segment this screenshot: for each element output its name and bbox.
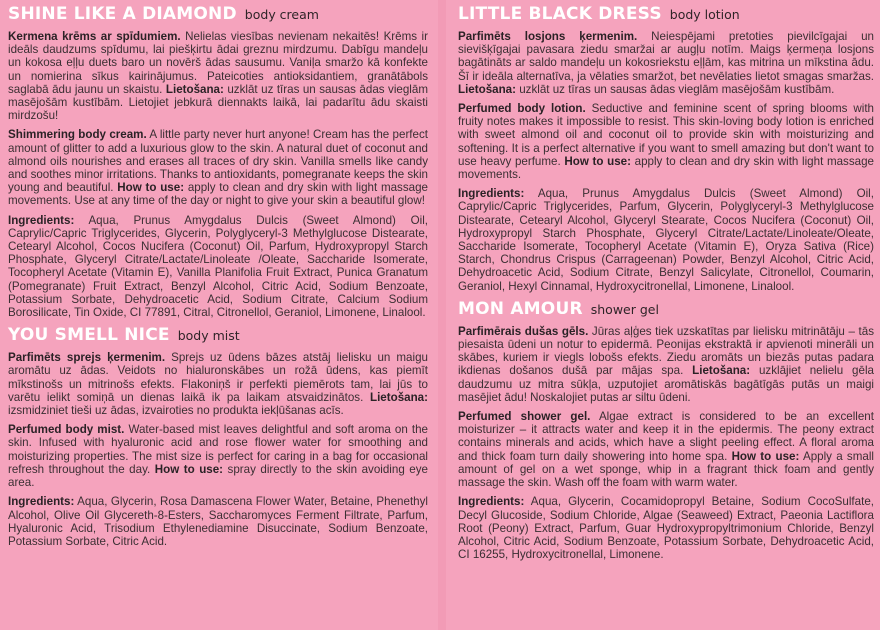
product-type: body cream: [244, 7, 319, 22]
ingredients-text: Aqua, Prunus Amygdalus Dulcis (Sweet Almond) Oil, Caprylic/Capric Triglycerides, Glycerin, Polyglyceryl-3 Methylglucose Distearate, Cetearyl Alcohol, Cocos Nucifera (Coconut) Oil, Parfum, Hydroxypropyl Starch Phosphate, Glyceryl Citrate/Lactate/Linoleate /Oleate, Saccharide Isomerate, Tocopheryl Acetate (Vitamin E), Vanilla Planifolia Fruit Extract, Punica Granatum (Pomegranate) Fruit Extract, Benzyl Alcohol, Citric Acid, Sodium Benzoate, Potassium Sorbate, Dehydroacetic Acid, Sodium Citrate, Calcium Sodium Borosilicate, Tin Oxide, CI 77891, Citral, Citronellol, Geraniol, Limonene, Linalool.: [8, 213, 428, 320]
usage-text: apply to clean and dry skin with light massage movements.: [458, 154, 874, 182]
description-text: Water-based mist leaves delightful and soft aroma on the skin. Infused with hyaluronic acid and rose flower water for smoothing and moisturizing properties. The mist size is perfect for caring in a bag for occasional refresh throughout the day.: [8, 423, 429, 476]
usage-label: Lietošana:: [370, 390, 428, 404]
usage-label: How to use:: [154, 462, 224, 476]
description-text: Algae extract is considered to be an excellent moisturizer – it attracts water and keep it in the epidermis. The peony extract contains minerals and acids, which have a slight peeling effect. A floral aroma and thick foam turn daily showering into home spa.: [458, 410, 874, 463]
ingredients: [458, 495, 874, 561]
description-text: A little party never hurt anyone! Cream has the perfect amount of glitter to add a luxurious glow to the skin. A natural duet of coconut and almond oils nourishes and erases all traces of dry skin. Vanilla smells like candy and soothes minor irritations. Thanks to antioxidants, pomegranate keeps the skin young and beautiful.: [8, 128, 428, 195]
description-lead: Parfimēts sprejs ķermenim.: [8, 351, 166, 365]
usage-label: Lietošana:: [692, 364, 751, 378]
product-type: body mist: [177, 328, 240, 344]
description-text: Seductive and feminine scent of spring blooms with fruity notes makes it impossible to resist. This skin-loving body lotion is enriched with sweet almond oil and coconut oil to provide skin with moisturizing and softening. It is a perfect alternative if you want to smell amazing but don't want to use heavy perfume.: [458, 102, 874, 168]
ingredients: [458, 187, 874, 293]
ingredients-text: Aqua, Glycerin, Rosa Damascena Flower Water, Betaine, Phenethyl Alcohol, Olive Oil Glycereth-8-Esters, Saccharomyces Ferment Filtrate, Parfum, Hyaluronic Acid, Trisodium Ethylenediamine Disuccinate, Sodium Benzoate, Potassium Sorbate, Citric Acid.: [8, 495, 428, 548]
product-name: LITTLE BLACK DRESS: [458, 4, 662, 24]
description-lead: Parfimēts losjons ķermenim.: [458, 30, 638, 43]
english-description: [8, 423, 428, 489]
description-lead: Perfumed shower gel.: [458, 410, 591, 424]
usage-label: How to use:: [731, 449, 800, 463]
usage-text: izsmidziniet tieši uz ādas, izvairoties no produkta iekļūšanas acīs.: [8, 404, 344, 418]
left-panel: [0, 0, 434, 630]
usage-text: uzklājiet nelielu gēla daudzumu uz mitra sūkļa, uzputojiet aromātiskās bagātīgās putās un maigi masējiet ādu! Noskalojiet putas ar siltu ūdeni.: [458, 364, 874, 404]
ingredients-text: Aqua, Glycerin, Cocamidopropyl Betaine, Sodium CocoSulfate, Decyl Glucoside, Sodium Chloride, Algae (Seaweed) Extract, Paeonia Lactiflora Root (Peony) Extract, Parfum, Guar Hydroxypropyltrimonium Chloride, Benzyl Alcohol, Citric Acid, Sodium Benzoate, Potassium Sorbate, Dehydroacetic Acid, CI 16255, Hydroxycitronellal, Limonene.: [458, 495, 874, 562]
description-lead: Perfumed body lotion.: [458, 102, 586, 116]
description-text: Nelielas viesības nevienam nekaitēs! Krēms ir ideāls daudzums spīdumu, lai piešķirtu ādai greznu mirdzumu. Dabīgu mandeļu un kokosa eļļu duets baro un novērš ādas sausumu. Vaniļa smaržo kā konfekte un nomierina sīkus kairinājumus. Pateicoties antioksidantiem, granātābols saglabā ādu jaunu un skaistu.: [8, 30, 428, 96]
product-type: shower gel: [590, 301, 659, 317]
latvian-description: [8, 351, 428, 417]
product-type: body lotion: [669, 7, 740, 22]
latvian-description: [458, 325, 874, 404]
right-panel: [446, 0, 880, 630]
ingredients-label: Ingredients:: [8, 495, 75, 509]
ingredients: [8, 495, 428, 548]
panel-divider: [438, 0, 446, 630]
mon-amour-section: [458, 299, 874, 561]
usage-text: uzklāt uz tīras un sausas ādas vieglām masējošām kustībām.: [519, 82, 835, 96]
usage-label: How to use:: [564, 154, 631, 168]
english-description: [458, 410, 874, 489]
description-lead: Parfimērais dušas gēls.: [458, 324, 589, 338]
usage-label: Lietošana:: [458, 82, 516, 96]
usage-text: uzklāt uz tīras un sausas ādas vieglām masējošām kustībām. Lietojiet jebkurā diennakts laikā, lai padarītu ādu skaisti mirdzošu!: [8, 82, 428, 123]
product-name: MON AMOUR: [458, 298, 583, 319]
usage-label: Lietošana:: [165, 82, 224, 96]
usage-text: apply to clean and dry skin with light massage movements. Use at any time of the day or night to give your skin a beautiful glow!: [8, 181, 428, 208]
latvian-description: [458, 30, 874, 96]
ingredients-label: Ingredients:: [458, 495, 525, 509]
description-text: Neiespējami pretoties pievilcīgajai un sievišķīgajai pavasara ziedu smaržai ar augļu notīm. Maigs ķermeņa losjons bagātināts ar saldo mandeļu un kokosriekstu eļļām, kas mitrina un mīkstina ādu. Šī ir ideāla alternatīva, ja vēlaties smaržot, bet nevēlaties lietot smagas smaržas.: [458, 30, 874, 83]
you-smell-nice-section: [8, 325, 428, 548]
ingredients-label: Ingredients:: [8, 213, 75, 227]
ingredients-text: Aqua, Prunus Amygdalus Dulcis (Sweet Almond) Oil, Caprylic/Capric Triglycerides, Parfum, Glycerin, Polyglyceryl-3 Methylglucose Distearate, Cetearyl Alcohol, Glyceryl Stearate, Cocos Nucifera (Coconut) Oil, Hydroxypropyl Starch Phosphate, Glyceryl Citrate/Lactate/Linoleate/Oleate, Saccharide Isomerate, Tocopheryl Acetate (Vitamin E), Oryza Sativa (Rice) Starch, Chondrus Crispus (Carrageenan) Powder, Benzyl Alcohol, Citric Acid, Dehydroacetic Acid, Sodium Citrate, Benzyl Salicylate, Citronellol, Coumarin, Geraniol, Hexyl Cinnamal, Hydroxycitronellal, Limonene, Linalool.: [458, 187, 874, 293]
description-lead: Kermena krēms ar spīdumiem.: [8, 30, 181, 43]
usage-text: spray directly to the skin avoiding eye area.: [8, 462, 428, 490]
description-lead: Perfumed body mist.: [8, 423, 125, 437]
product-heading: [8, 4, 428, 24]
latvian-description: [8, 30, 428, 122]
description-text: Jūras aļģes tiek uzskatītas par lielisku mitrinātāju – tās piesaista ūdeni un notur to epidermā. Peonijas ekstraktā ir apvienoti minerāli un skābes, kuriem ir viegls lobošs efekts. Ziedu aromāts un biezās putas padara ikdienas došanos dušā par mājas spa.: [458, 324, 874, 378]
little-black-dress-section: [458, 4, 874, 293]
english-description: [458, 102, 874, 181]
usage-label: How to use:: [117, 181, 185, 195]
shine-like-a-diamond-section: [8, 4, 428, 319]
product-name: YOU SMELL NICE: [8, 325, 170, 346]
product-heading: [8, 325, 428, 345]
product-name: SHINE LIKE A DIAMOND: [8, 4, 237, 24]
description-text: Sprejs uz ūdens bāzes atstāj lielisku un maigu aromātu uz ādas. Veidots no hialuronskābes un rožā ūdens, kas piemīt mīkstinošs un mitrinošs efekts. Flakoniņš ir perfekti piemērots tam, lai jūs to varētu ielikt somiņā un dienas laikā ik pa laikam atsvaidzinātos.: [8, 351, 428, 404]
ingredients-label: Ingredients:: [458, 187, 525, 201]
ingredients: [8, 214, 428, 320]
english-description: [8, 128, 428, 207]
product-heading: [458, 299, 874, 319]
product-heading: [458, 4, 874, 24]
description-lead: Shimmering body cream.: [8, 128, 147, 142]
usage-text: Apply a small amount of gel on a wet sponge, whip in a fragrant thick foam and gently massage the skin. Wash off the foam with warm water.: [458, 449, 874, 490]
